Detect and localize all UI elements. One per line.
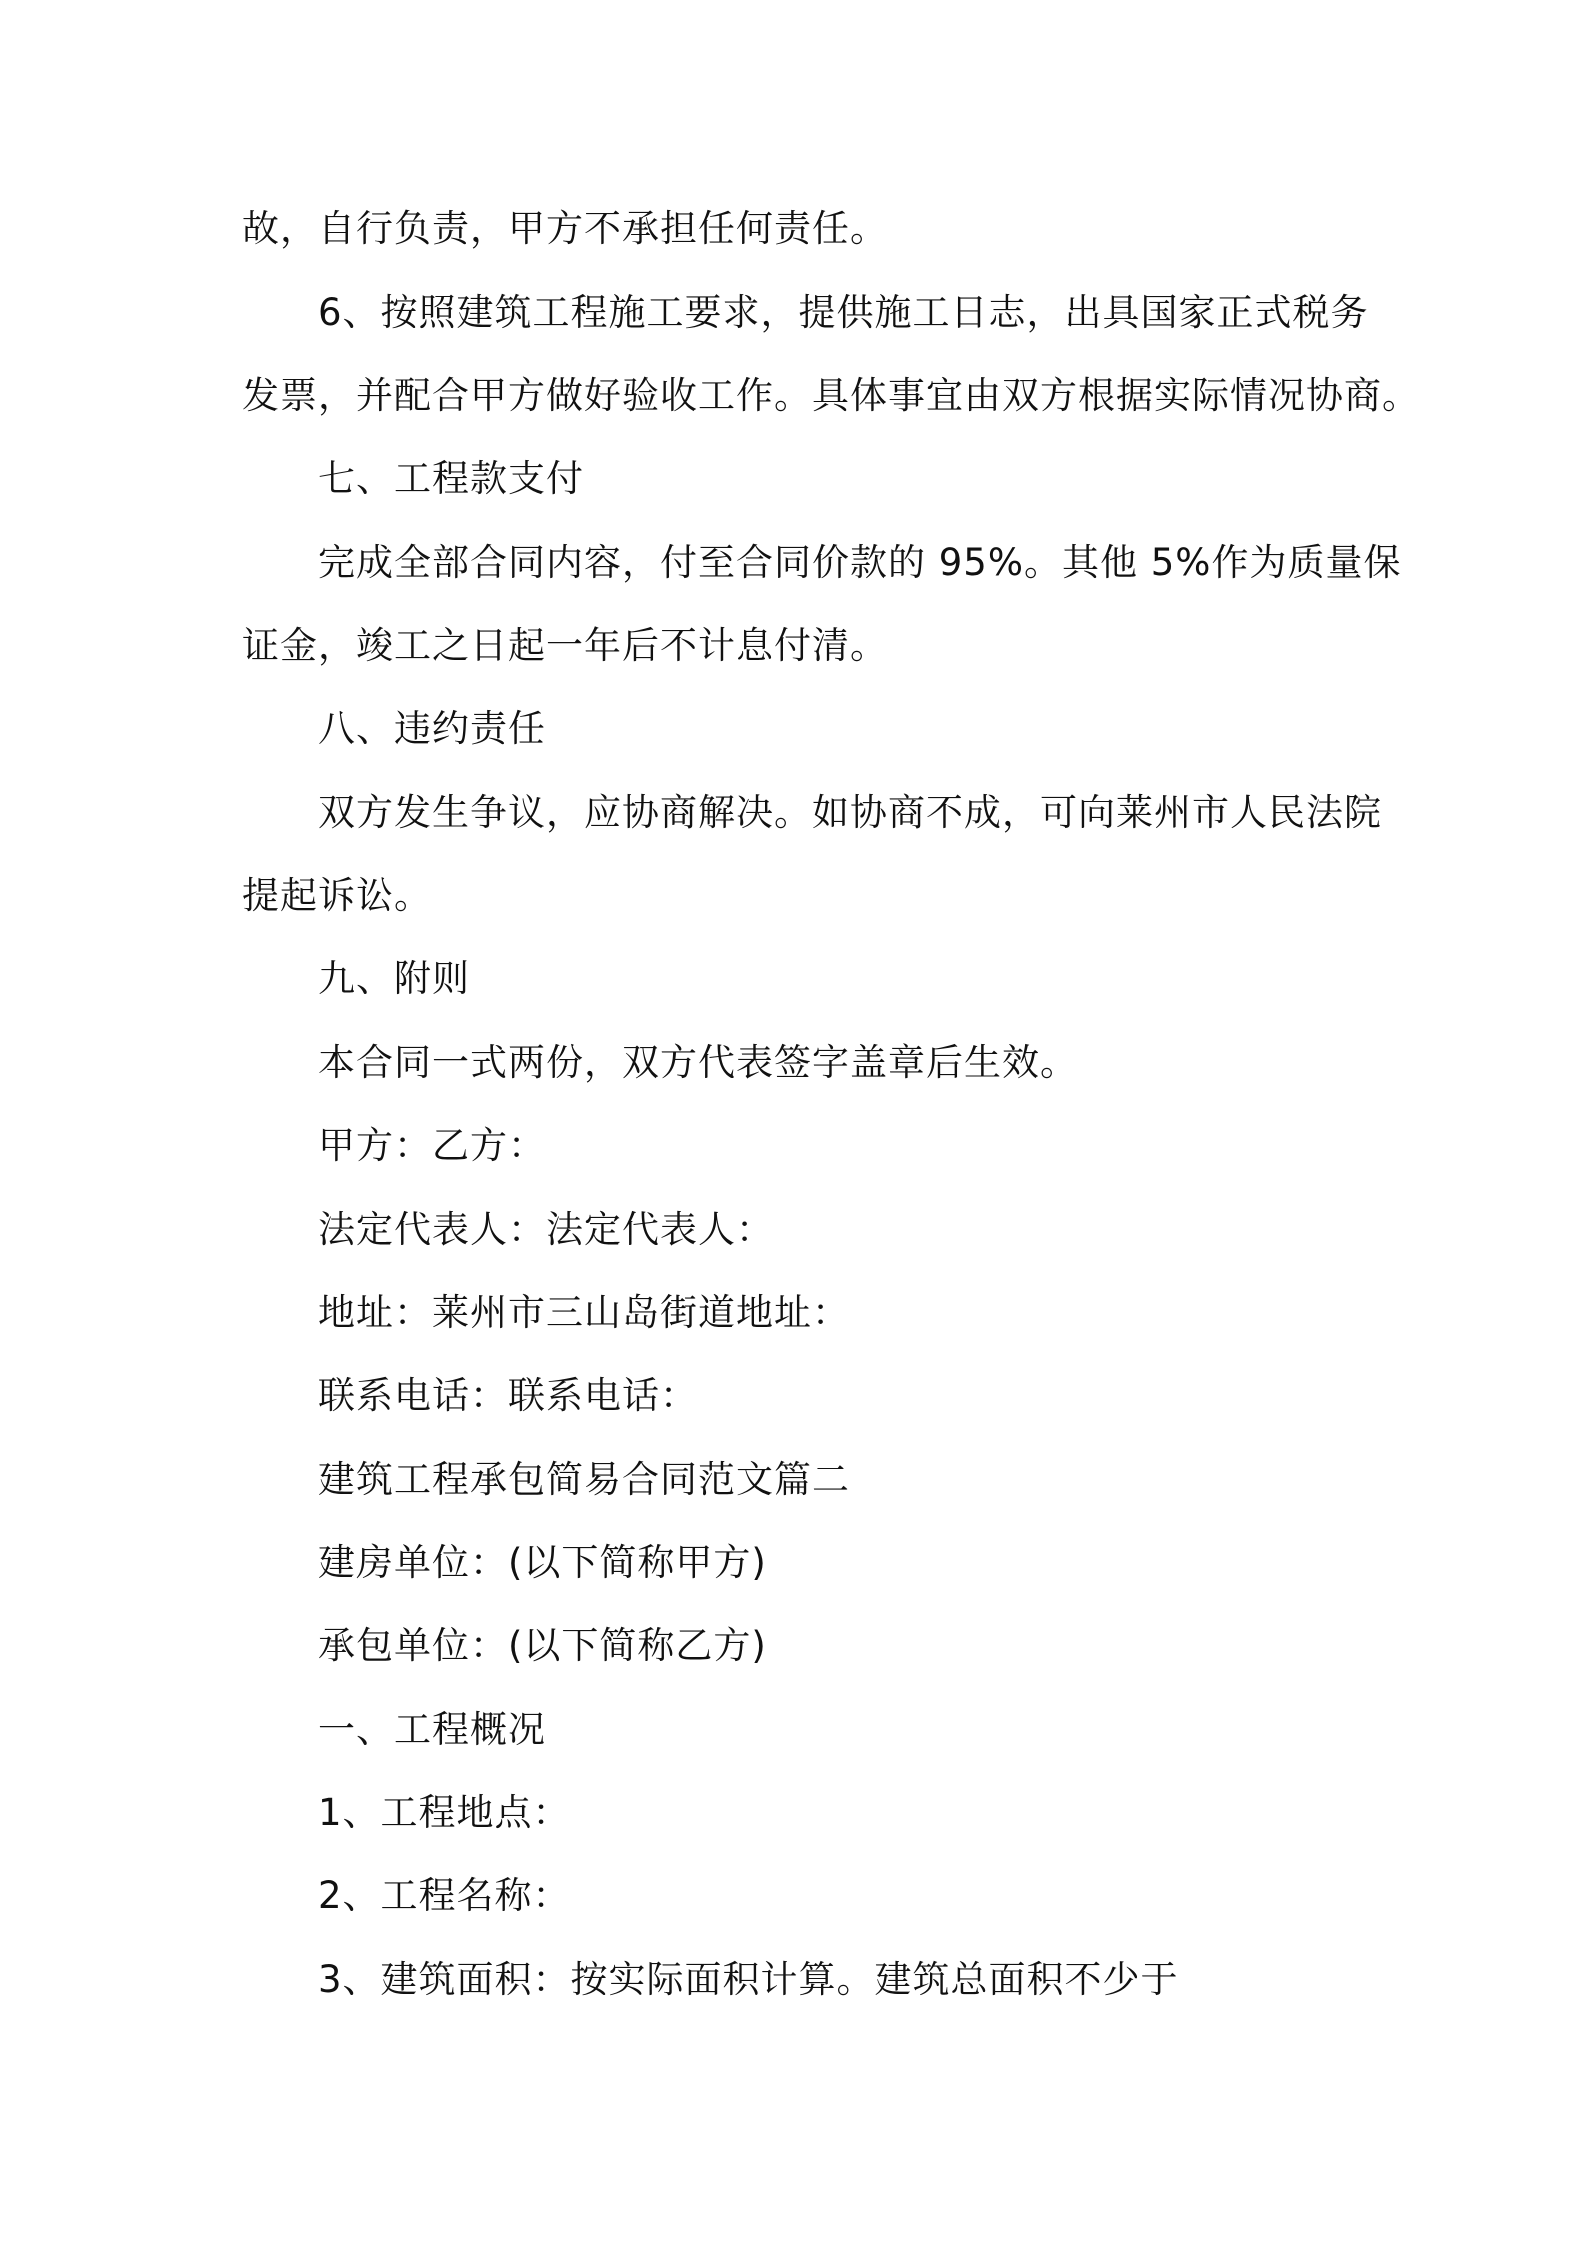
contractor-unit-label: 承包单位：(以下简称乙方): [318, 1624, 767, 1667]
legal-representative-labels: 法定代表人：法定代表人：: [318, 1208, 774, 1251]
project-location-label: 1、工程地点：: [318, 1791, 571, 1834]
payment-text-cont: 证金，竣工之日起一年后不计息付清。: [242, 624, 888, 667]
clause-6-text: 6、按照建筑工程施工要求，提供施工日志，出具国家正式税务: [318, 291, 1369, 334]
clause-6-text-cont: 发票，并配合甲方做好验收工作。具体事宜由双方根据实际情况协商。: [242, 374, 1420, 417]
breach-text-cont: 提起诉讼。: [242, 874, 432, 917]
section-heading-payment: 七、工程款支付: [318, 457, 584, 500]
section-heading-overview: 一、工程概况: [318, 1708, 546, 1751]
second-contract-title: 建筑工程承包简易合同范文篇二: [318, 1458, 850, 1501]
payment-text: 完成全部合同内容，付至合同价款的 95%。其他 5%作为质量保: [318, 541, 1402, 584]
project-name-label: 2、工程名称：: [318, 1874, 571, 1917]
party-labels: 甲方：乙方：: [318, 1124, 546, 1167]
address-labels: 地址：莱州市三山岛街道地址：: [318, 1291, 850, 1334]
appendix-text: 本合同一式两份，双方代表签字盖章后生效。: [318, 1041, 1078, 1084]
breach-text: 双方发生争议，应协商解决。如协商不成，可向莱州市人民法院: [318, 791, 1382, 834]
paragraph-continuation: 故，自行负责，甲方不承担任何责任。: [242, 207, 888, 250]
section-heading-breach: 八、违约责任: [318, 707, 546, 750]
section-heading-appendix: 九、附则: [318, 957, 470, 1000]
building-area-text: 3、建筑面积：按实际面积计算。建筑总面积不少于: [318, 1958, 1179, 2001]
builder-unit-label: 建房单位：(以下简称甲方): [318, 1541, 767, 1584]
phone-labels: 联系电话：联系电话：: [318, 1374, 698, 1417]
